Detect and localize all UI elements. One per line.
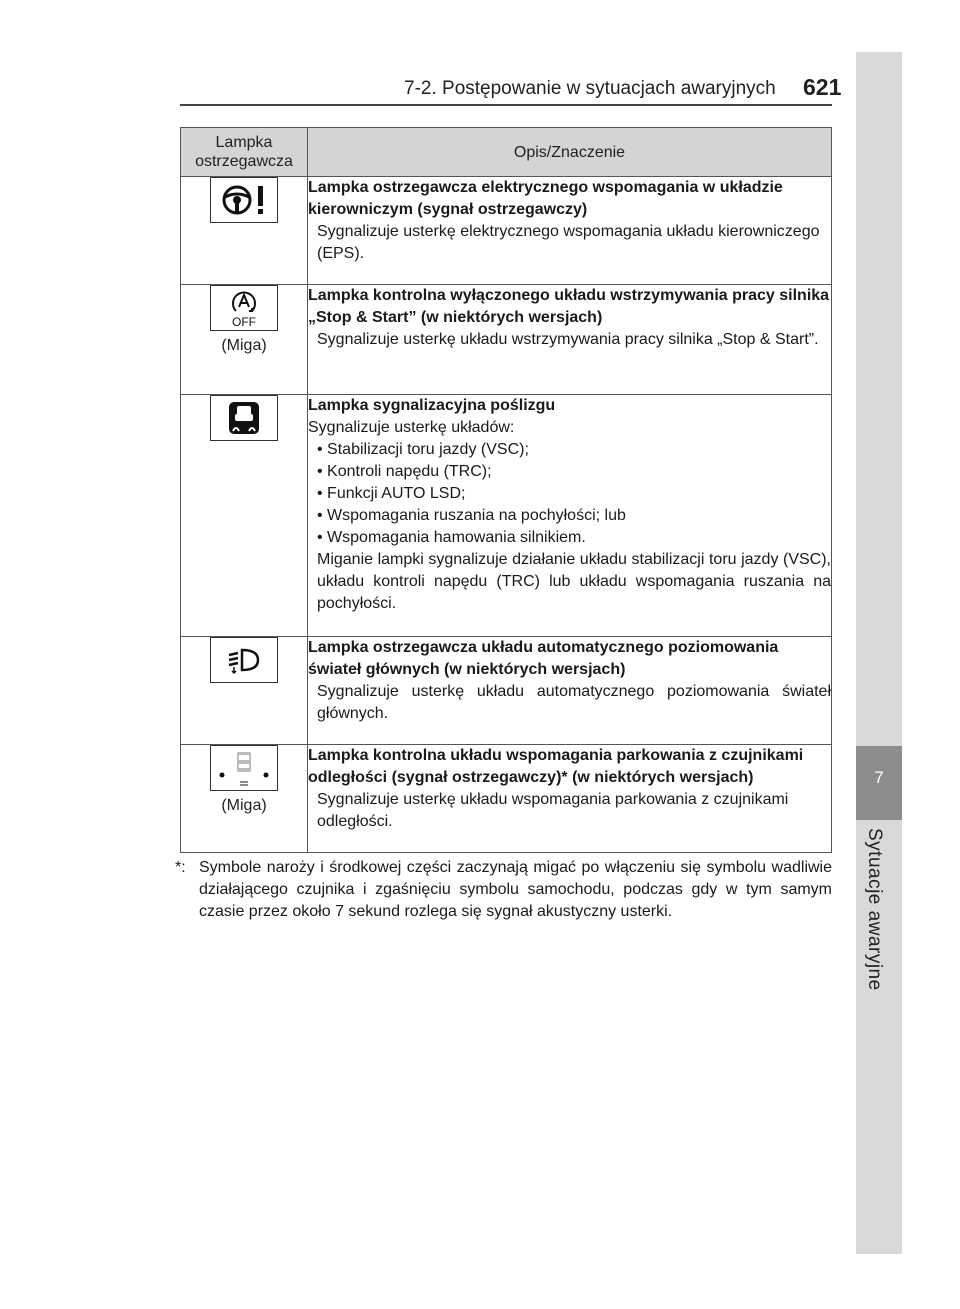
flashing-note: (Miga) <box>221 337 267 354</box>
row-body: Sygnalizuje usterkę układu wspomagania parkowania z czujnikami odległości. <box>317 791 789 830</box>
table-header-row <box>181 128 832 177</box>
icon-cell <box>181 285 308 395</box>
warning-lights-table <box>180 127 832 853</box>
table-row <box>181 285 832 395</box>
side-tab-strip <box>856 52 902 1254</box>
icon-cell <box>181 177 308 285</box>
table-row <box>181 395 832 637</box>
headlight-leveling-icon <box>210 637 278 683</box>
row-title: Lampka ostrzegawcza elektrycznego wspomagania w układzie kierowniczym (sygnał ostrzegawczy) <box>308 179 783 218</box>
row-body: Sygnalizuje usterkę elektrycznego wspomagania układu kierowniczego (EPS). <box>317 223 820 262</box>
row-title: Lampka ostrzegawcza układu automatycznego poziomowania świateł głównych (w niektórych wersjach) <box>308 639 779 678</box>
table-row <box>181 637 832 745</box>
header-divider <box>180 104 832 106</box>
flashing-note: (Miga) <box>221 797 267 814</box>
parking-sensor-icon <box>210 745 278 791</box>
row-title: Lampka kontrolna wyłączonego układu wstrzymywania pracy silnika „Stop & Start” (w niektórych wersjach) <box>308 287 830 326</box>
row-title: Lampka kontrolna układu wspomagania parkowania z czujnikami odległości (sygnał ostrzegawczy)* (w niektórych wersjach) <box>308 747 804 786</box>
table-row <box>181 177 832 285</box>
column-header-light: Lampka ostrzegawcza <box>181 128 308 177</box>
page-number: 621 <box>803 74 842 100</box>
section-title: 7-2. Postępowanie w sytuacjach awaryjnych <box>404 78 776 99</box>
row-title: Lampka sygnalizacyjna poślizgu <box>308 397 556 414</box>
row-extra: Miganie lampki sygnalizuje działanie układu stabilizacji toru jazdy (VSC), układu kontroli napędu (TRC) lub układu wspomagania ruszania na pochyłości. <box>317 551 831 612</box>
list-item: • Wspomagania hamowania silnikiem. <box>317 529 586 546</box>
footnote-text: Symbole naroży i środkowej części zaczynają migać po włączeniu się symbolu wadliwie działającego czujnika i zgaśnięciu symbolu samochodu, podczas gdy w tym samym czasie przez około 7 sekund rozlega się sygnał akustyczny usterki. <box>199 859 832 920</box>
icon-cell <box>181 395 308 637</box>
list-item: • Wspomagania ruszania na pochyłości; lub <box>317 507 626 524</box>
row-body: Sygnalizuje usterkę układu automatycznego poziomowania świateł głównych. <box>317 683 831 722</box>
row-intro: Sygnalizuje usterkę układów: <box>308 419 515 436</box>
description-cell <box>308 285 832 395</box>
column-header-description: Opis/Znaczenie <box>308 128 832 177</box>
steering-warning-icon <box>210 177 278 223</box>
icon-label: OFF <box>232 315 256 329</box>
chapter-number: 7 <box>874 768 884 787</box>
description-cell <box>308 177 832 285</box>
list-item: • Funkcji AUTO LSD; <box>317 485 466 502</box>
description-cell <box>308 637 832 745</box>
slip-indicator-icon <box>210 395 278 441</box>
footnote-marker: *: <box>175 859 186 876</box>
list-item: • Kontroli napędu (TRC); <box>317 463 492 480</box>
table-row <box>181 745 832 853</box>
icon-cell <box>181 637 308 745</box>
row-body: Sygnalizuje usterkę układu wstrzymywania pracy silnika „Stop & Start”. <box>317 331 819 348</box>
chapter-title: Sytuacje awaryjne <box>864 828 885 991</box>
list-item: • Stabilizacji toru jazdy (VSC); <box>317 441 529 458</box>
description-cell <box>308 395 832 637</box>
icon-cell <box>181 745 308 853</box>
footnote <box>175 857 832 923</box>
stop-start-off-icon <box>210 285 278 331</box>
description-cell <box>308 745 832 853</box>
